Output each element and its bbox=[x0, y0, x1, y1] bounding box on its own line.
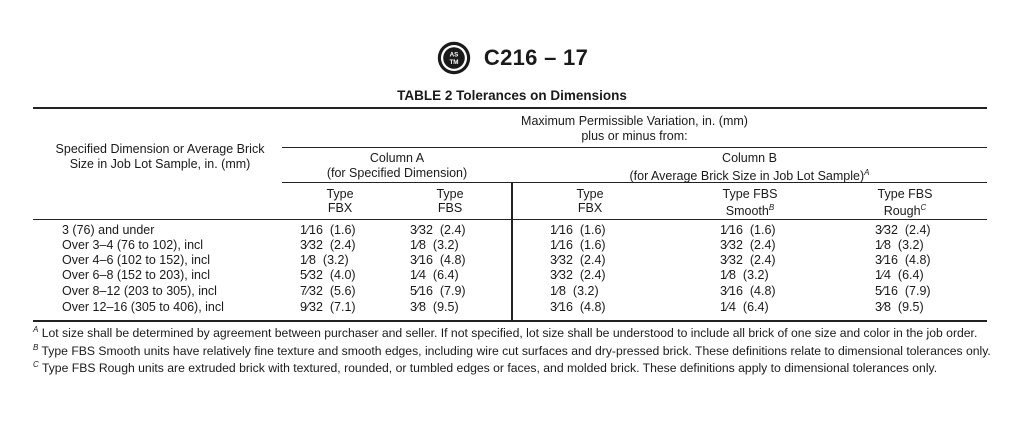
table-bottom-rule bbox=[33, 320, 987, 322]
cell: 3⁄16 (4.8) bbox=[550, 300, 606, 314]
subheader-line2: FBX bbox=[327, 201, 353, 215]
subheader-type-fbs-smooth bbox=[690, 187, 810, 218]
cell: 1⁄16 (1.6) bbox=[720, 223, 776, 237]
cell: 1⁄4 (6.4) bbox=[410, 268, 459, 282]
footnote-c bbox=[33, 358, 993, 376]
row-label: Over 4–6 (102 to 152), incl bbox=[62, 253, 210, 267]
svg-text:AS: AS bbox=[449, 51, 459, 59]
footnote-text: Type FBS Smooth units have relatively fine texture and smooth edges, including wire cut surfaces and dry-pressed brick. These definitions relate to dimensional tolerances only. bbox=[38, 343, 991, 358]
cell: 3⁄16 (4.8) bbox=[875, 253, 931, 267]
subheader-line2-wrap bbox=[690, 201, 810, 218]
cell: 5⁄32 (4.0) bbox=[300, 268, 356, 282]
row-label: Over 3–4 (76 to 102), incl bbox=[62, 238, 204, 252]
footnote-mark: A bbox=[33, 325, 39, 334]
footnote-a bbox=[33, 323, 993, 341]
column-b-note: A bbox=[864, 168, 870, 177]
cell: 9⁄32 (7.1) bbox=[300, 300, 356, 314]
cell: 3⁄32 (2.4) bbox=[720, 253, 776, 267]
stub-header: Specified Dimension or Average Brick Size in Job Lot Sample, in. (mm) bbox=[55, 142, 265, 171]
cell: 3⁄16 (4.8) bbox=[410, 253, 466, 267]
column-a-heading: Column A bbox=[369, 151, 425, 165]
cell: 1⁄8 (3.2) bbox=[550, 284, 599, 298]
footnote-text: Lot size shall be determined by agreement between purchaser and seller. If not specified, lot size shall be understood to include all brick of one size and color in the job order. bbox=[38, 326, 978, 341]
standard-designation: C216 – 17 bbox=[483, 45, 589, 70]
cell: 1⁄8 (3.2) bbox=[410, 238, 459, 252]
subheader-line1: Type FBS bbox=[877, 187, 933, 201]
spanner-header-line1: Maximum Permissible Variation, in. (mm) bbox=[521, 114, 748, 128]
cell: 3⁄32 (2.4) bbox=[300, 238, 356, 252]
cell: 1⁄16 (1.6) bbox=[550, 223, 606, 237]
table-title: TABLE 2 Tolerances on Dimensions bbox=[397, 88, 627, 103]
cell: 1⁄4 (6.4) bbox=[720, 300, 769, 314]
column-b-heading: Column B bbox=[722, 151, 777, 165]
table-footnotes bbox=[33, 323, 993, 376]
cell: 3⁄32 (2.4) bbox=[550, 268, 606, 282]
cell: 5⁄16 (7.9) bbox=[410, 284, 466, 298]
cell: 3⁄8 (9.5) bbox=[875, 300, 924, 314]
cell: 1⁄4 (6.4) bbox=[875, 268, 924, 282]
spanner-rule bbox=[282, 147, 987, 148]
subheader-line2: Rough bbox=[883, 204, 921, 219]
footnote-b bbox=[33, 341, 993, 359]
subheader-type-fbs-a bbox=[400, 187, 500, 215]
svg-text:TM: TM bbox=[449, 58, 459, 66]
subheader-type-fbx-a bbox=[290, 187, 390, 215]
row-label: Over 12–16 (305 to 406), incl bbox=[62, 300, 224, 314]
cell: 3⁄32 (2.4) bbox=[550, 253, 606, 267]
subheader-type-fbx-b bbox=[540, 187, 640, 215]
row-label: Over 8–12 (203 to 305), incl bbox=[62, 284, 217, 298]
column-a-subheading: (for Specified Dimension) bbox=[326, 166, 468, 180]
cell: 5⁄16 (7.9) bbox=[875, 284, 931, 298]
cell: 3⁄32 (2.4) bbox=[720, 238, 776, 252]
footnote-text: Type FBS Rough units are extruded brick with textured, rounded, or tumbled edges or faces, and molded brick. These definitions apply to dimensional tolerances only. bbox=[38, 361, 938, 376]
subheader-line2: FBX bbox=[577, 201, 603, 215]
row-label: Over 6–8 (152 to 203), incl bbox=[62, 268, 210, 282]
astm-logo-icon bbox=[436, 40, 472, 76]
subheader-line2: Smooth bbox=[725, 204, 769, 219]
cell: 7⁄32 (5.6) bbox=[300, 284, 356, 298]
footnote-mark: B bbox=[33, 342, 39, 352]
cell: 3⁄32 (2.4) bbox=[875, 223, 931, 237]
subheader-type-fbs-rough bbox=[845, 187, 965, 218]
subheader-note: C bbox=[920, 203, 927, 212]
column-b-subheading-wrap bbox=[512, 166, 987, 183]
subheader-line1: Type FBS bbox=[722, 187, 778, 201]
subheader-line1: Type bbox=[436, 187, 464, 201]
column-b-subheading: (for Average Brick Size in Job Lot Sample) bbox=[629, 169, 865, 184]
subheader-line2: FBS bbox=[437, 201, 463, 215]
cell: 1⁄16 (1.6) bbox=[550, 238, 606, 252]
subheader-line2-wrap bbox=[845, 201, 965, 218]
column-divider bbox=[511, 183, 513, 320]
footnote-mark: C bbox=[33, 360, 39, 370]
cell: 3⁄8 (9.5) bbox=[410, 300, 459, 314]
cell: 1⁄8 (3.2) bbox=[300, 253, 349, 267]
spanner-header-line2: plus or minus from: bbox=[581, 129, 688, 143]
subheader-line1: Type bbox=[576, 187, 604, 201]
cell: 3⁄32 (2.4) bbox=[410, 223, 466, 237]
cell: 1⁄16 (1.6) bbox=[300, 223, 356, 237]
subheader-line1: Type bbox=[326, 187, 354, 201]
cell: 1⁄8 (3.2) bbox=[875, 238, 924, 252]
cell: 3⁄16 (4.8) bbox=[720, 284, 776, 298]
cell: 1⁄8 (3.2) bbox=[720, 268, 769, 282]
document-header bbox=[0, 38, 1024, 78]
subheader-note: B bbox=[768, 203, 775, 212]
table-top-rule bbox=[33, 107, 987, 109]
header-bottom-rule bbox=[33, 219, 987, 220]
row-label: 3 (76) and under bbox=[62, 223, 155, 237]
